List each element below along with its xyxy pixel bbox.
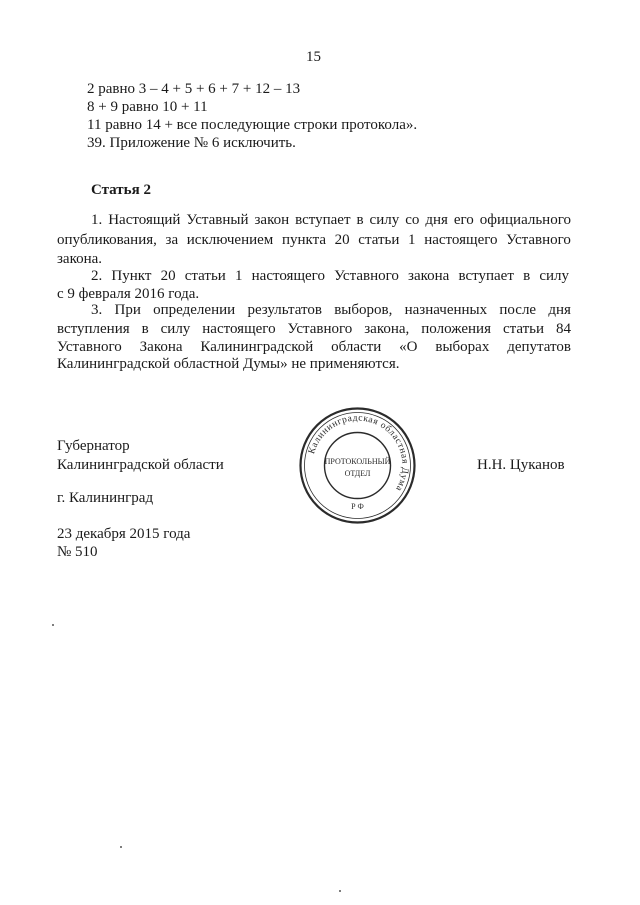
stamp-bottom-text: Р Ф	[351, 502, 364, 511]
signatory-title: Губернатор	[57, 438, 130, 454]
paragraph-3-line-1: 3. При определении результатов выборов, назначенных после дня	[91, 302, 571, 318]
paragraph-1-line-3: закона.	[57, 251, 103, 267]
stamp-ring-text: Калининградская областная Дума	[307, 413, 410, 493]
paragraph-1-line-1: 1. Настоящий Уставный закон вступает в силу со дня его официального	[91, 212, 571, 228]
paragraph-3-line-4: Калининградской областной Думы» не применяются.	[57, 356, 400, 372]
city: г. Калининград	[57, 490, 154, 506]
document-date: 23 декабря 2015 года	[57, 526, 191, 542]
continuation-line: 11 равно 14 + все последующие строки протокола».	[87, 117, 418, 133]
paragraph-2-line-1: 2. Пункт 20 статьи 1 настоящего Уставного закона вступает в силу	[91, 268, 569, 284]
amendment-item-39: 39. Приложение № 6 исключить.	[87, 135, 296, 151]
paragraph-1-line-2: опубликования, за исключением пункта 20 статьи 1 настоящего Уставного	[57, 232, 571, 248]
page-number: 15	[306, 49, 321, 65]
paragraph-3-line-3: Уставного Закона Калининградской области «О выборах депутатов	[57, 339, 571, 355]
scan-speck	[339, 890, 341, 892]
stamp-center-line-1: ПРОТОКОЛЬНЫЙ	[324, 457, 391, 466]
signatory-region: Калининградской области	[57, 457, 224, 473]
signatory-name: Н.Н. Цуканов	[477, 457, 565, 473]
continuation-line: 2 равно 3 – 4 + 5 + 6 + 7 + 12 – 13	[87, 81, 301, 97]
stamp-center-line-2: ОТДЕЛ	[344, 469, 371, 478]
document-number: № 510	[57, 544, 98, 560]
scan-speck	[120, 846, 122, 848]
official-stamp	[297, 405, 418, 526]
scan-speck	[52, 624, 54, 626]
paragraph-3-line-2: вступления в силу настоящего Уставного закона, положения статьи 84	[57, 321, 571, 337]
continuation-line: 8 + 9 равно 10 + 11	[87, 99, 208, 115]
paragraph-2-line-2: с 9 февраля 2016 года.	[57, 286, 200, 302]
article-heading: Статья 2	[91, 182, 151, 198]
